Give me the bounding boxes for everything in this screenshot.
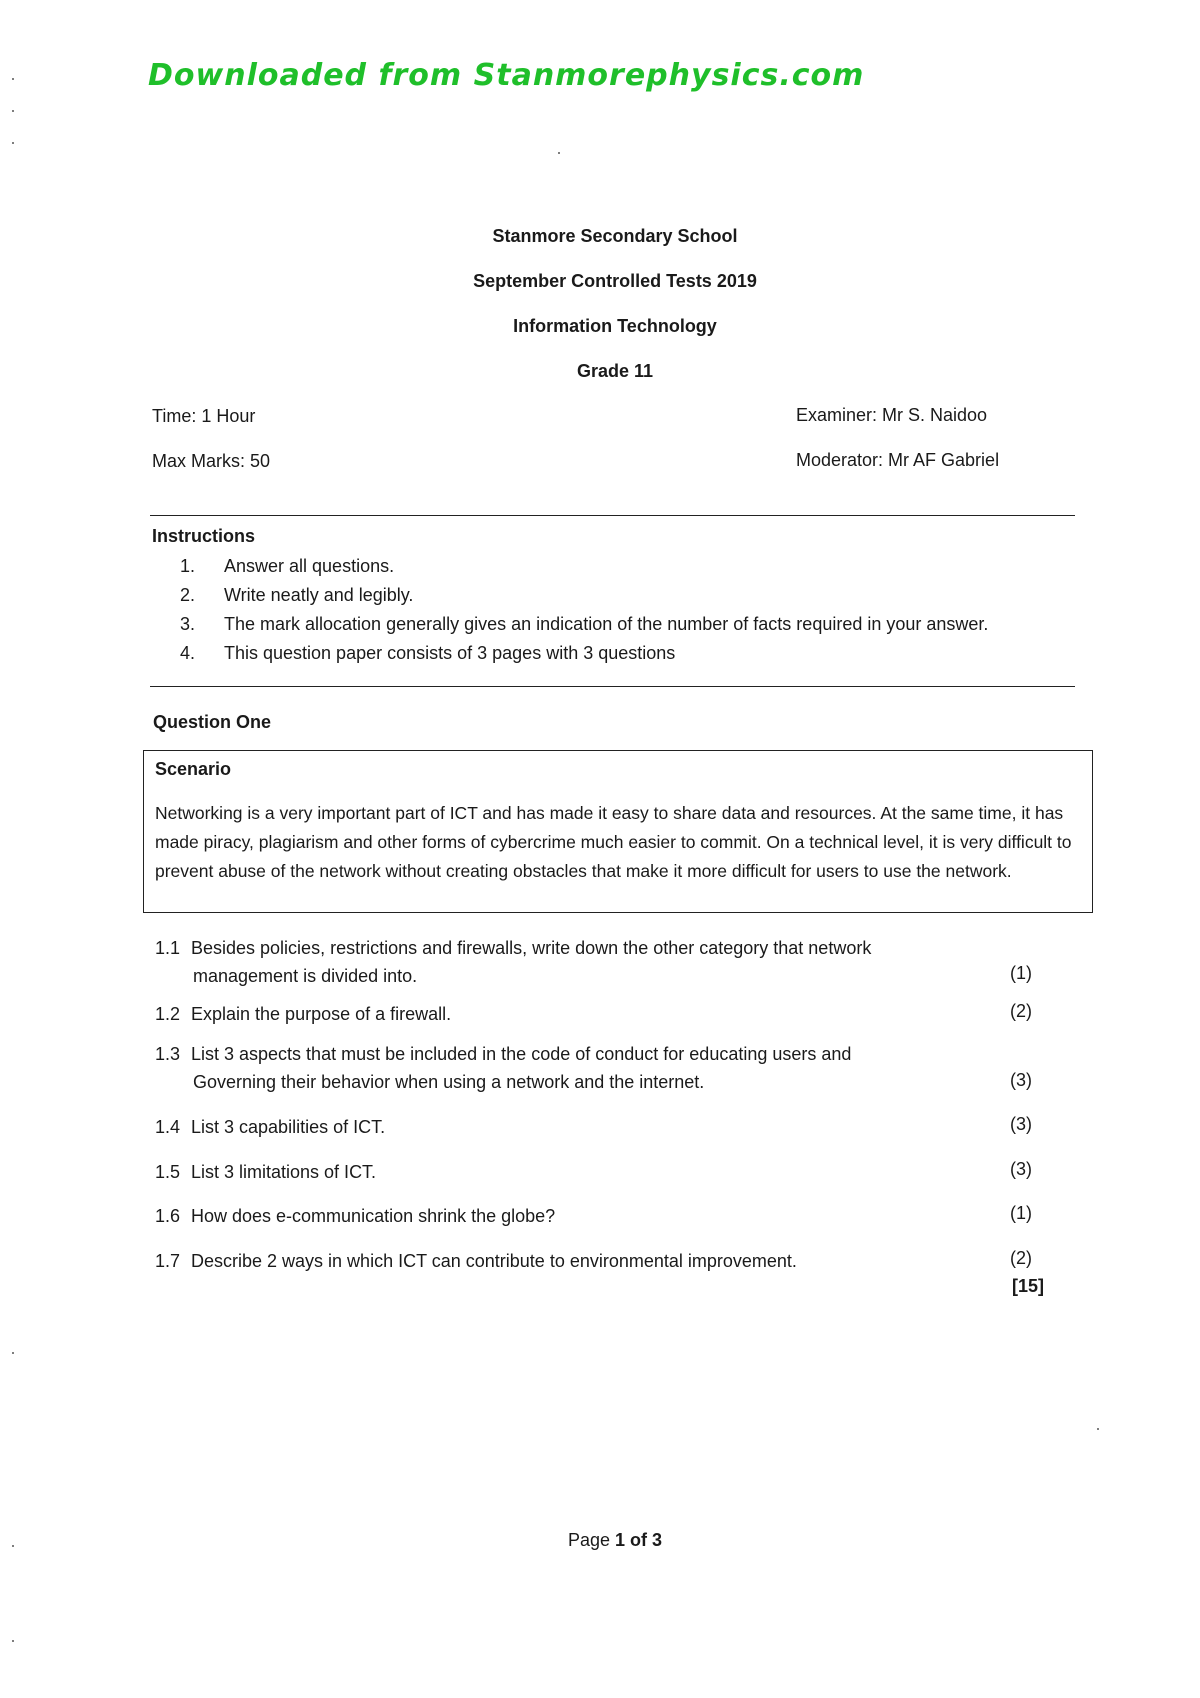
marks-1-3: (3): [1010, 1070, 1032, 1090]
scan-speck: [1097, 1428, 1099, 1430]
scan-speck: [558, 152, 560, 154]
scenario-box: [143, 750, 1093, 913]
scan-speck: [12, 110, 14, 112]
instruction-item: 4. This question paper consists of 3 pages with 3 questions: [180, 643, 676, 663]
question-1-3: 1.3 List 3 aspects that must be included in the code of conduct for educating users and Governing their behavior when using a network and the internet.: [155, 1044, 852, 1092]
page-number: 1 of 3: [615, 1530, 663, 1550]
subject-title: Information Technology: [513, 316, 717, 336]
instruction-item: 2. Write neatly and legibly.: [180, 585, 414, 605]
scan-speck: [12, 1640, 14, 1642]
marks-1-1: (1): [1010, 963, 1032, 983]
question-1-5: 1.5 List 3 limitations of ICT.: [155, 1162, 377, 1182]
marks-1-6: (1): [1010, 1203, 1032, 1223]
question-1-6: 1.6 How does e-communication shrink the globe?: [155, 1206, 556, 1226]
question-one-total: [15]: [1012, 1276, 1045, 1296]
marks-1-4: (3): [1010, 1114, 1032, 1134]
marks-1-7: (2): [1010, 1248, 1032, 1268]
marks-1-5: (3): [1010, 1159, 1032, 1179]
examiner-label: Examiner: Mr S. Naidoo: [796, 405, 988, 425]
question-1-4: 1.4 List 3 capabilities of ICT.: [155, 1117, 386, 1137]
page-label: Page: [567, 1530, 610, 1550]
max-marks-label: Max Marks: 50: [152, 451, 271, 471]
instruction-item: 3. The mark allocation generally gives an indication of the number of facts required in your answer.: [180, 614, 989, 634]
scan-speck: [12, 1352, 14, 1354]
instructions-list: [180, 552, 988, 668]
grade-title: Grade 11: [576, 361, 654, 381]
instructions-heading: Instructions: [152, 526, 256, 546]
school-name: Stanmore Secondary School: [492, 226, 738, 246]
marks-1-2: (2): [1010, 1001, 1032, 1021]
question-1-1: 1.1 Besides policies, restrictions and firewalls, write down the other category that network management is divided into.: [155, 938, 872, 986]
scenario-text: Networking is a very important part of ICT and has made it easy to share data and resources. At the same time, it has made piracy, plagiarism and other forms of cybercrime much easier to commit. On a technical level, it is very difficult to prevent abuse of the network without creating obstacles that make it more difficult for users to use the network.: [155, 803, 1072, 881]
watermark-text: Downloaded from Stanmorephysics.com: [148, 58, 865, 93]
divider-bottom: [150, 686, 1075, 687]
test-title: September Controlled Tests 2019: [473, 271, 757, 291]
divider-top: [150, 515, 1075, 516]
time-label: Time: 1 Hour: [152, 406, 256, 426]
instruction-item: 1. Answer all questions.: [180, 556, 395, 576]
moderator-label: Moderator: Mr AF Gabriel: [796, 450, 1000, 470]
question-1-7: 1.7 Describe 2 ways in which ICT can contribute to environmental improvement.: [155, 1251, 797, 1271]
scenario-title: Scenario: [155, 759, 232, 779]
question-1-2: 1.2 Explain the purpose of a firewall.: [155, 1004, 452, 1024]
scan-speck: [12, 78, 14, 80]
scan-speck: [12, 142, 14, 144]
page-footer: [0, 1530, 1200, 1551]
scan-speck: [12, 1545, 14, 1547]
question-one-heading: Question One: [153, 712, 272, 732]
